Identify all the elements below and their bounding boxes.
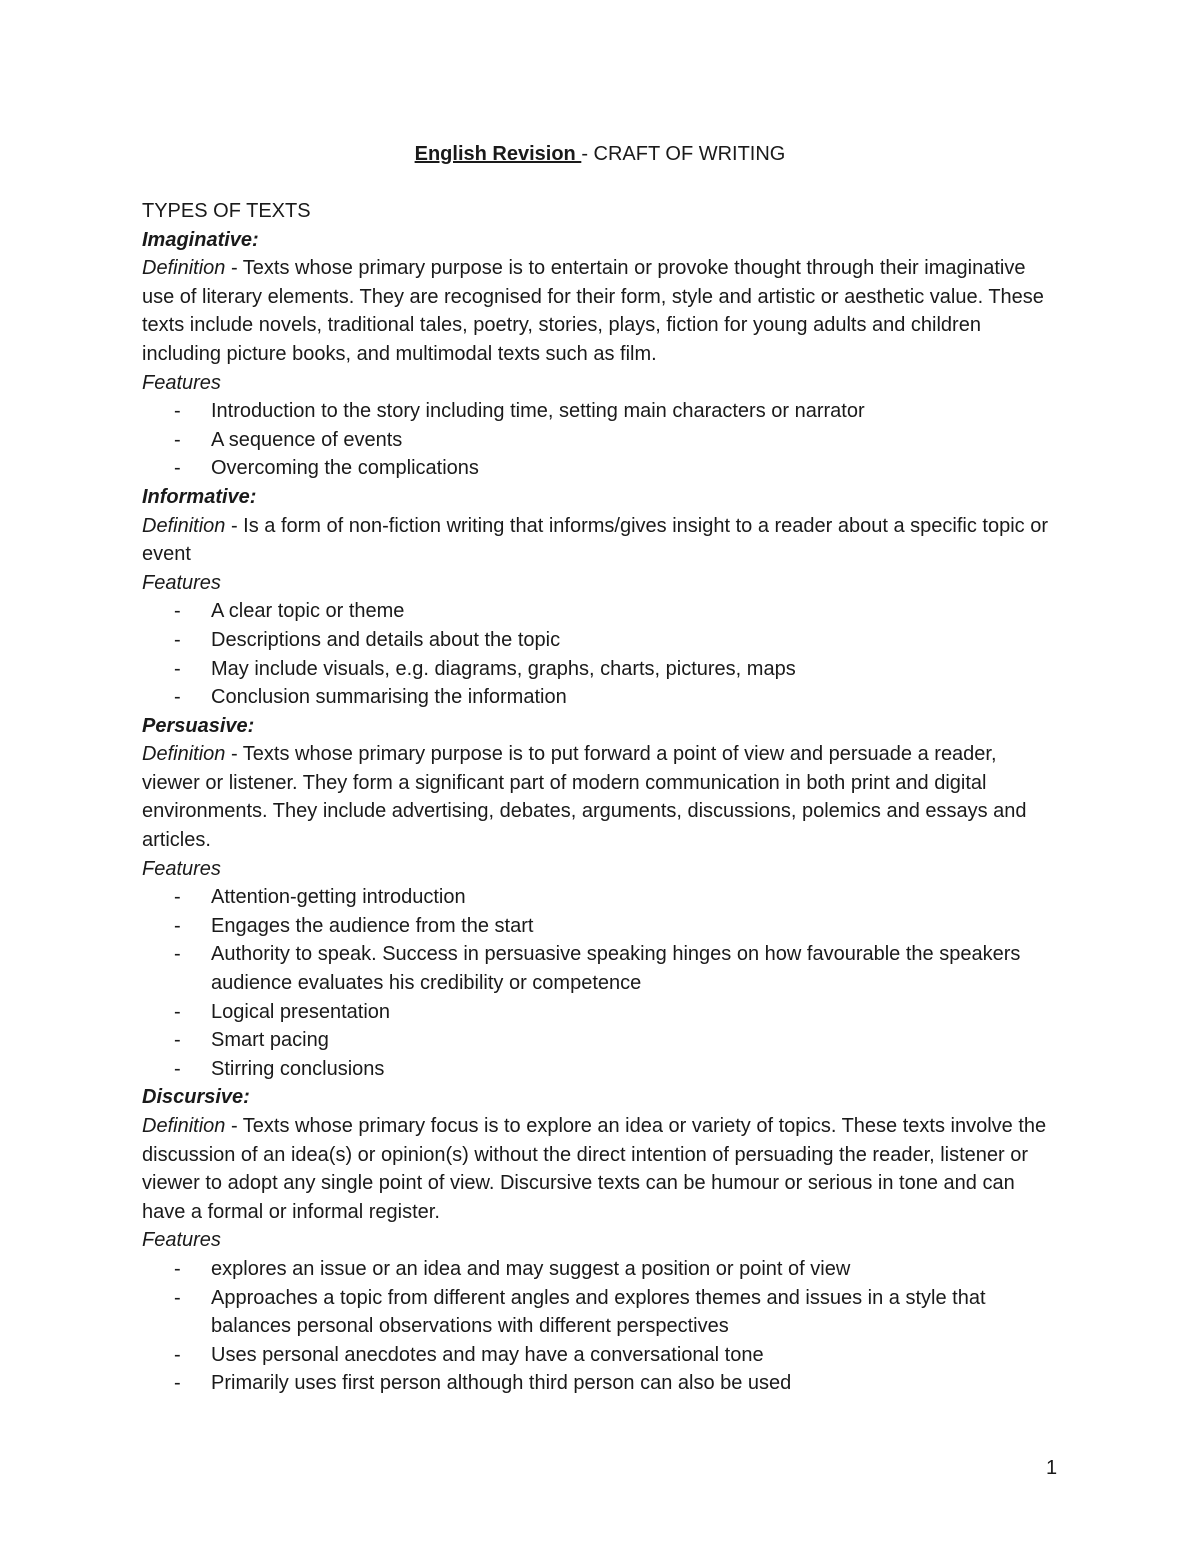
bullet-marker: - [174, 1372, 181, 1395]
feature-text: Descriptions and details about the topic [211, 628, 561, 651]
bullet-marker: - [174, 943, 181, 966]
feature-item [142, 940, 1058, 997]
feature-item [142, 397, 1058, 426]
feature-text: A clear topic or theme [211, 600, 405, 623]
definition-paragraph [142, 1112, 1058, 1226]
feature-item [142, 883, 1058, 912]
feature-item [142, 626, 1058, 655]
feature-text: Conclusion summarising the information [211, 686, 567, 709]
feature-text: May include visuals, e.g. diagrams, graphs, charts, pictures, maps [211, 657, 796, 680]
feature-text: Smart pacing [211, 1029, 329, 1052]
feature-item [142, 1369, 1058, 1398]
text-type-heading: Informative: [142, 485, 257, 508]
feature-text: Approaches a topic from different angles and explores themes and issues in a style that balances personal observations with different perspectives [211, 1286, 986, 1338]
feature-text: Stirring conclusions [211, 1057, 385, 1080]
definition-label: Definition [142, 1115, 226, 1137]
feature-text: Attention-getting introduction [211, 886, 466, 909]
bullet-marker: - [174, 1000, 181, 1023]
feature-item [142, 1255, 1058, 1284]
definition-label: Definition [142, 743, 226, 766]
bullet-marker: - [174, 1029, 181, 1052]
bullet-marker: - [174, 657, 181, 680]
bullet-marker: - [174, 914, 181, 937]
feature-text: Overcoming the complications [211, 457, 479, 480]
feature-item [142, 597, 1058, 626]
text-type-section [142, 712, 1058, 1084]
bullet-marker: - [174, 1057, 181, 1080]
definition-text: - Is a form of non-fiction writing that informs/gives insight to a reader about a specific topic or event [142, 514, 1048, 566]
features-list [142, 1255, 1058, 1398]
title-subtitle: - CRAFT OF WRITING [581, 143, 786, 165]
bullet-marker: - [174, 1257, 181, 1280]
features-label: Features [142, 857, 221, 880]
bullet-marker: - [174, 1286, 181, 1309]
feature-text: Engages the audience from the start [211, 914, 534, 937]
definition-paragraph [142, 512, 1058, 569]
bullet-marker: - [174, 886, 181, 909]
feature-item [142, 1055, 1058, 1084]
text-type-heading: Persuasive: [142, 714, 255, 737]
section-heading: TYPES OF TEXTS [142, 200, 311, 222]
feature-item [142, 1284, 1058, 1341]
bullet-marker: - [174, 400, 181, 423]
features-list [142, 397, 1058, 483]
definition-text: - Texts whose primary purpose is to entertain or provoke thought through their imaginative use of literary elements. They are recognised for their form, style and artistic or aesthetic value. These texts include novels, traditional tales, poetry, stories, plays, fiction for young adults and children including picture books, and multimodal texts such as film. [142, 257, 1044, 365]
bullet-marker: - [174, 457, 181, 480]
text-type-section [142, 483, 1058, 712]
feature-text: Uses personal anecdotes and may have a conversational tone [211, 1343, 764, 1366]
text-type-heading: Discursive: [142, 1086, 250, 1109]
bullet-marker: - [174, 1343, 181, 1366]
feature-item [142, 426, 1058, 455]
features-label: Features [142, 571, 221, 594]
document-title [0, 140, 1200, 168]
bullet-marker: - [174, 686, 181, 709]
feature-item [142, 1341, 1058, 1370]
text-type-section [142, 226, 1058, 483]
bullet-marker: - [174, 628, 181, 651]
feature-item [142, 655, 1058, 684]
definition-text: - Texts whose primary focus is to explore an idea or variety of topics. These texts involve the discussion of an idea(s) or opinion(s) without the direct intention of persuading the reader, listener or viewer to adopt any single point of view. Discursive texts can be humour or serious in tone and can have a formal or informal register. [142, 1115, 1047, 1223]
page-number: 1 [1046, 1457, 1058, 1479]
feature-text: Logical presentation [211, 1000, 391, 1023]
feature-text: Introduction to the story including time, setting main characters or narrator [211, 400, 865, 423]
definition-label: Definition [142, 257, 226, 280]
definition-text: - Texts whose primary purpose is to put forward a point of view and persuade a reader, viewer or listener. They form a significant part of modern communication in both print and digital environments. They include advertising, debates, arguments, discussions, polemics and essays and articles. [142, 743, 1027, 852]
definition-paragraph [142, 254, 1058, 368]
feature-item [142, 683, 1058, 712]
feature-item [142, 454, 1058, 483]
features-label: Features [142, 371, 221, 394]
features-label: Features [142, 1229, 221, 1252]
feature-text: explores an issue or an idea and may suggest a position or point of view [211, 1257, 851, 1280]
features-list [142, 883, 1058, 1083]
feature-item [142, 912, 1058, 941]
text-type-heading: Imaginative: [142, 228, 259, 251]
title-main: English Revision [414, 143, 582, 165]
feature-text: Authority to speak. Success in persuasive speaking hinges on how favourable the speakers audience evaluates his credibility or competence [211, 943, 1021, 995]
definition-label: Definition [142, 514, 226, 537]
bullet-marker: - [174, 428, 181, 451]
feature-text: A sequence of events [211, 428, 403, 451]
bullet-marker: - [174, 600, 181, 623]
feature-item [142, 998, 1058, 1027]
features-list [142, 597, 1058, 711]
document-body [142, 197, 1058, 1398]
text-type-section [142, 1083, 1058, 1398]
feature-text: Primarily uses first person although third person can also be used [211, 1372, 792, 1395]
feature-item [142, 1026, 1058, 1055]
definition-paragraph [142, 740, 1058, 854]
